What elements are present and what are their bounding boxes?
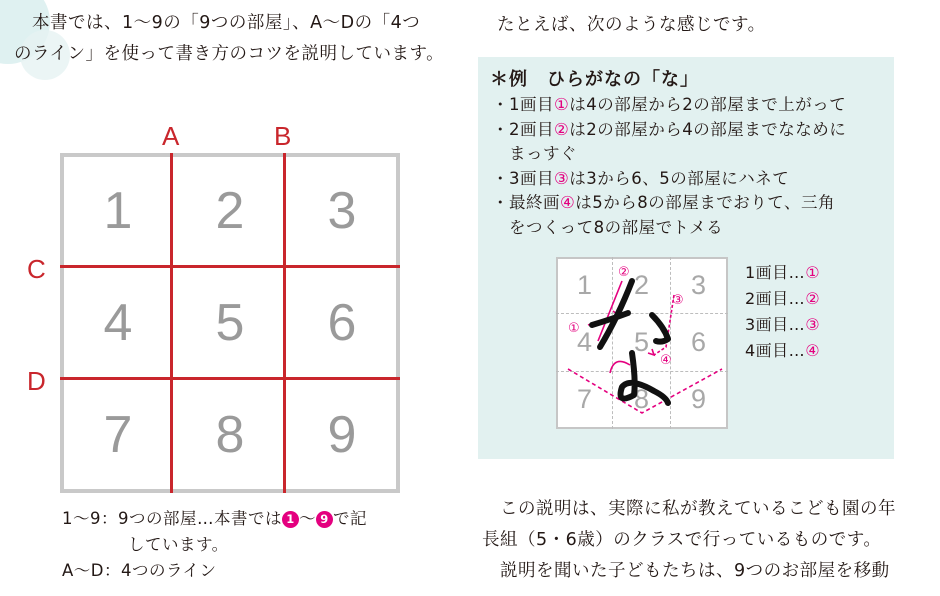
example-step [492, 118, 888, 143]
stroke-label-2 [745, 286, 820, 309]
step-mark: ① [554, 95, 570, 114]
step-text: は4の部屋から2の部屋まで上がって [569, 95, 847, 114]
step-text: ・3画目 [492, 169, 554, 188]
room-number: 4 [103, 294, 133, 352]
legend-tilde: ～ [299, 509, 316, 528]
step-text: ・1画目 [492, 95, 554, 114]
room-number: 8 [215, 406, 245, 464]
intro-paragraph [14, 8, 454, 70]
stroke-label-4 [745, 338, 820, 361]
line-label-b: B [274, 121, 292, 151]
example-title: ＊例 ひらがなの「な」 [490, 69, 699, 90]
line-b [283, 153, 286, 493]
room-number: 2 [215, 182, 245, 240]
intro-example-text: たとえば、次のような感じです。 [497, 15, 766, 35]
legend-lines: A～D：4つのライン [62, 561, 217, 580]
line-label-a: A [162, 121, 180, 151]
body-paragraph [482, 494, 922, 587]
na-character-strokes [556, 257, 728, 429]
room-number: 5 [215, 294, 245, 352]
line-d [60, 377, 400, 380]
stroke-label-text: 1画目… [745, 263, 806, 282]
badge-start: 1 [282, 511, 299, 528]
step-mark: ② [554, 120, 570, 139]
mini-room-number: 6 [690, 327, 707, 357]
mini-mark-2: ② [618, 265, 630, 280]
example-step [492, 167, 888, 192]
step-text: まっすぐ [492, 144, 577, 163]
example-step [492, 191, 888, 216]
stroke-3 [652, 315, 668, 342]
body-line: この説明は、実際に私が教えているこども園の年 [482, 499, 896, 519]
badge-end: 9 [316, 511, 333, 528]
mini-room-number: 8 [633, 384, 650, 414]
example-step [492, 216, 888, 241]
room-number: 1 [103, 182, 133, 240]
arrow-head [648, 349, 654, 355]
body-line: 説明を聞いた子どもたちは、9つのお部屋を移動 [482, 561, 890, 581]
na-stroke-diagram [556, 257, 728, 429]
legend-text: 1～9：9つの部屋…本書では [62, 509, 282, 528]
room-number: 6 [327, 294, 357, 352]
triangle-guide [568, 369, 722, 413]
stroke-label-1 [745, 260, 820, 283]
body-line: 長組（5・6歳）のクラスで行っているものです。 [482, 530, 882, 550]
step-text: は3から6、5の部屋にハネて [569, 169, 790, 188]
step-mark: ④ [560, 193, 576, 212]
legend-text: で記 [333, 509, 367, 528]
stroke-label-text: 3画目… [745, 315, 806, 334]
stroke-label-text: 4画目… [745, 341, 806, 360]
example-box [478, 57, 894, 459]
stroke-label-mark: ① [805, 263, 821, 282]
step-mark: ③ [554, 169, 570, 188]
mini-room-number: 3 [690, 270, 707, 300]
step-text: ・最終画 [492, 193, 560, 212]
example-step [492, 142, 888, 167]
stroke-4-guide-arrow [610, 361, 630, 373]
step-text: をつくって8の部屋でトメる [492, 218, 724, 237]
line-a [170, 153, 173, 493]
step-text: は5から8の部屋までおりて、三角 [575, 193, 835, 212]
stroke-label-text: 2画目… [745, 289, 806, 308]
stroke-label-3 [745, 312, 820, 335]
mini-room-number: 9 [690, 384, 707, 414]
stroke-label-mark: ③ [805, 315, 821, 334]
legend-rooms [62, 506, 367, 532]
line-label-d: D [27, 366, 46, 396]
intro-line: のライン」を使って書き方のコツを説明しています。 [14, 44, 445, 64]
mini-mark-4: ④ [660, 353, 672, 368]
mini-room-number: 1 [576, 270, 593, 300]
mini-room-number: 2 [633, 270, 650, 300]
room-number: 9 [327, 406, 357, 464]
stroke-label-mark: ② [805, 289, 821, 308]
stroke-label-mark: ④ [805, 341, 821, 360]
mini-mark-3: ③ [672, 293, 684, 308]
room-number: 7 [103, 406, 133, 464]
legend-line-2: しています。 [128, 535, 229, 554]
intro-line: 本書では、1～9の「9つの部屋」、A～Dの「4つ [14, 13, 421, 33]
step-text: ・2画目 [492, 120, 554, 139]
example-step [492, 93, 888, 118]
step-text: は2の部屋から4の部屋までななめに [569, 120, 847, 139]
mini-room-number: 7 [576, 384, 593, 414]
mini-mark-1: ① [568, 321, 580, 336]
room-number: 3 [327, 182, 357, 240]
line-label-c: C [27, 254, 46, 284]
nine-room-grid [60, 153, 400, 493]
line-c [60, 265, 400, 268]
mini-room-number: 5 [633, 327, 650, 357]
mini-room-number: 4 [576, 327, 593, 357]
